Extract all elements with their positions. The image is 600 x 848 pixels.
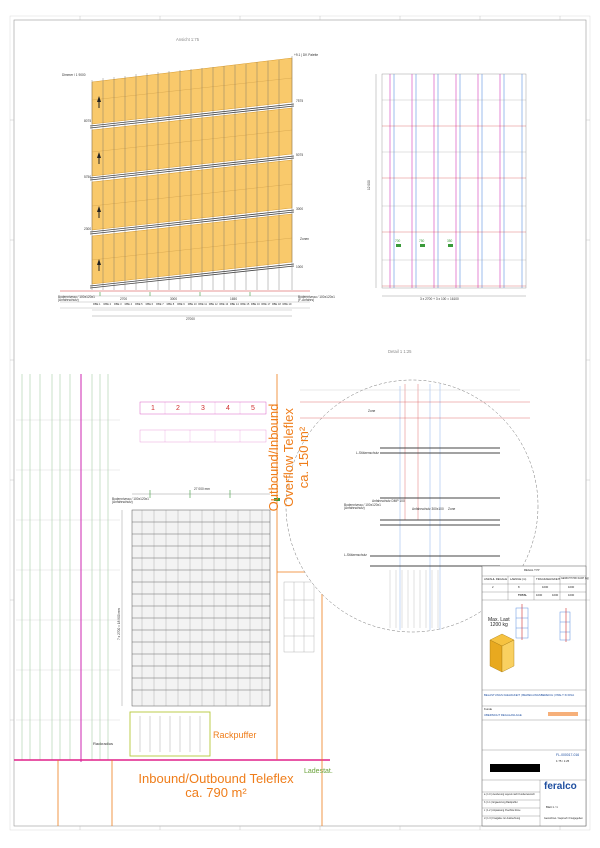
zone-number: 5 <box>251 405 255 412</box>
tb-cell: 2 <box>492 585 494 589</box>
green-tag <box>448 244 453 247</box>
plan-top-dim: 27 000 mm <box>194 487 210 491</box>
zone-number: 3 <box>201 405 205 412</box>
tb-footer: Gezeichnet / Geprueft / Freigegeben <box>544 817 583 820</box>
company-logo: feralco <box>544 781 577 792</box>
level-label-left: 8075 <box>84 119 92 123</box>
zone-number: 4 <box>226 405 230 412</box>
bay-label: RBE 9 <box>177 303 185 306</box>
bay-label: RBE 12 <box>208 303 218 306</box>
level-label-right: 3000 <box>296 207 304 211</box>
green-tag-label: 750 <box>419 239 425 243</box>
rack-block <box>132 510 270 706</box>
inbound-title <box>112 772 320 801</box>
elevation-top-left-label: Dimmer / 1 9000 <box>62 73 86 77</box>
overflow-title-line-3: ca. 150 m² <box>295 426 311 489</box>
plan-left-label: Bodenniveau / 100x120x1 (Anfahrschutz) <box>112 497 149 505</box>
green-tag <box>396 244 401 247</box>
elevation-floor-left: Bodenniveau / 100x120x1 (Anfahrschutz) <box>58 295 95 303</box>
bay-label: RBE 8 <box>166 303 175 306</box>
bay-label: RBE 19 <box>282 303 292 306</box>
rackpuffer-racks <box>140 716 200 752</box>
tb-revision: b | 1.1 | Ergaenzung Rackpuffer <box>484 801 518 804</box>
detail-label-anfahrschutz: Anfahrschutz DMP 100 <box>372 499 405 503</box>
detail-label-stuetzen2: L-Stützenschutz <box>344 553 367 557</box>
zone-number: 2 <box>176 405 180 412</box>
bottom-dim: 2700 <box>120 297 128 301</box>
bottom-dim: 3000 <box>170 297 178 301</box>
green-tag-label: 700 <box>395 239 401 243</box>
green-tag <box>420 244 425 247</box>
bay-label: RBE 5 <box>135 303 143 306</box>
side-pallets <box>382 100 526 260</box>
bay-label: RBE 17 <box>261 303 271 306</box>
tb-sheet: Blatt 1 / 1 <box>546 805 558 809</box>
inbound-title-line-2: ca. 790 m² <box>185 785 247 801</box>
bay-label: RBE 7 <box>156 303 164 306</box>
overflow-racks <box>284 582 314 652</box>
max-load-value: 1200 kg <box>489 622 508 628</box>
tb-cell: 1000 <box>568 585 575 589</box>
max-load-label <box>488 618 510 628</box>
side-view <box>376 74 526 296</box>
level-label-right: 5075 <box>296 153 304 157</box>
tb-project: BELASTUNGS FAEHIGKEIT | BEWEGUNGSBEREICH | PRE-T IN DNA <box>484 693 575 697</box>
tb-drawing-no: FL-000017-016 <box>556 753 580 757</box>
status-strip <box>548 712 578 716</box>
tb-header: TRAGFAEHIGKEIT <box>536 577 561 581</box>
bay-label: RBE 16 <box>250 303 260 306</box>
detail-label-stuetzen: L-Stützenschutz <box>356 451 379 455</box>
overflow-title-line-1: Outbound/Inbound <box>266 403 281 512</box>
tb-customer-label: Kunde <box>484 707 493 711</box>
bay-label: RBE 1 <box>93 303 101 306</box>
rackpuffer-label: Rackpuffer <box>213 730 257 740</box>
green-markers <box>100 292 250 296</box>
bay-label: RBE 2 <box>103 303 112 306</box>
bay-label: RBE 6 <box>145 303 154 306</box>
level-label-right: 7575 <box>296 99 304 103</box>
redacted-bar <box>490 764 540 772</box>
overflow-title-line-2: Overflow Teleflex <box>280 408 296 507</box>
tb-header: ANZAHL REGALE <box>484 577 508 581</box>
tb-revision: a | 1.0 | Aenderung Layout nach Kundenwunsch <box>484 793 535 796</box>
plan-vertical-dim: 7 x 2700 = 18 900 mm <box>117 608 121 640</box>
elevation-title: Ansicht 1:75 <box>176 37 200 42</box>
detail-title: Detail 1 1:25 <box>388 349 412 354</box>
level-label-left: 5750 <box>84 175 92 179</box>
level-label-left: 2300 <box>84 227 92 231</box>
magenta-frames <box>390 74 500 288</box>
green-rack-lines <box>22 374 108 760</box>
bottom-dim: 1650 <box>230 297 238 301</box>
grid-lines <box>16 420 120 720</box>
elevation-zone-label: Zonen <box>300 237 310 241</box>
tb-cell: 1000 <box>542 585 549 589</box>
bay-label: RBE 13 <box>219 303 229 306</box>
tb-total: 1000 <box>568 593 575 597</box>
detail-label-boden: Bodenniveau / 100x120x1 (Anfahrschutz) <box>344 503 381 511</box>
overflow-title <box>267 380 349 535</box>
rack-elevation <box>60 56 310 316</box>
bay-label: RBE 15 <box>240 303 250 306</box>
ladestation-label: Ladestat. <box>304 768 333 775</box>
inbound-title-line-1: Inbound/Outbound Teleflex <box>138 771 294 786</box>
side-bottom-dim: 3 x 2700 + 3 x 100 = 16100 <box>420 297 459 301</box>
green-tag-label: 350 <box>447 239 453 243</box>
bay-label: RBE 18 <box>271 303 281 306</box>
detail-label-zone: Zone <box>368 409 376 413</box>
tb-total: 1000 <box>552 593 559 597</box>
tb-cell: 8 <box>518 585 520 589</box>
level-label-right: 1000 <box>296 265 304 269</box>
tb-header: GEWICHT PRO FACH (kg) <box>561 578 589 580</box>
tb-table-title: REGAL TYP <box>524 568 540 572</box>
bottom-total-dim: 27000 <box>186 317 195 321</box>
side-height-label: 12 000 <box>367 180 371 190</box>
tb-total-label: TOTAL <box>518 593 528 597</box>
max-load-title: Max. Last <box>488 617 510 623</box>
bay-label: RBE 3 <box>114 303 122 306</box>
elevation-floor-right: Bodenniveau / 100x120x1 (F-Anfahrs) <box>298 295 335 303</box>
bay-label: RBE 10 <box>187 303 197 306</box>
zone-number: 1 <box>151 405 155 412</box>
rackradius-label: Rackradius <box>93 741 114 746</box>
tb-scale: 1:75 / 1:25 <box>556 759 570 763</box>
tb-header: LAENGE (m) <box>510 577 527 581</box>
tb-total: 1000 <box>536 593 543 597</box>
bay-label: RBE 11 <box>198 303 207 306</box>
blue-frames <box>394 74 522 288</box>
bay-label: RBE 4 <box>124 303 133 306</box>
detail-label-anfahr2: Anfahrschutz 300x100 <box>412 507 444 511</box>
elevation-top-right-label: +9.1 | DK Palette <box>294 53 319 57</box>
tb-revision: c | 1.2 | Anpassung Overflow Zone <box>484 809 521 812</box>
detail-label-zone2: Zone <box>448 507 456 511</box>
bay-label: RBE 14 <box>229 303 239 306</box>
tb-revision: d | 1.3 | Freigabe zur Ausfuehrung <box>484 817 521 820</box>
tb-drawing-title: UBERSICHT REGALANLAGE <box>484 713 522 717</box>
